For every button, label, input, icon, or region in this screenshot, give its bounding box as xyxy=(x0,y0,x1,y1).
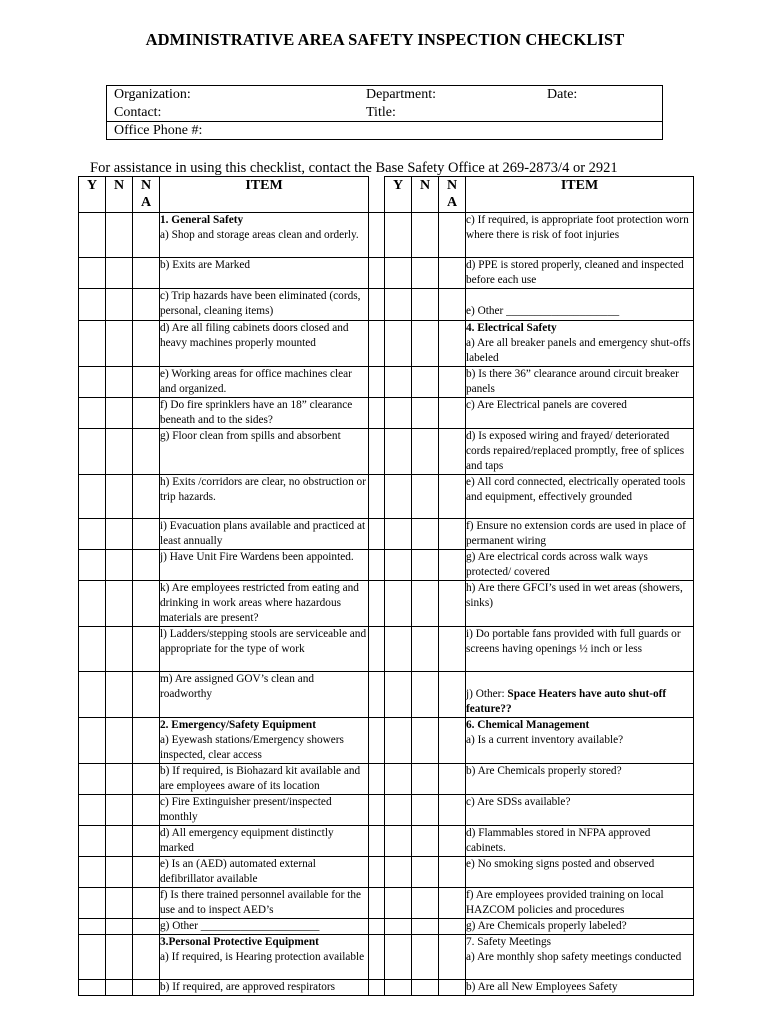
checkbox-na-left[interactable] xyxy=(133,764,160,795)
col-y-right: Y xyxy=(385,177,412,213)
column-spacer xyxy=(369,289,385,321)
checklist-item-right xyxy=(466,888,694,919)
checkbox-no-right[interactable] xyxy=(412,367,439,398)
checkbox-no-right[interactable] xyxy=(412,289,439,321)
checkbox-yes-right[interactable] xyxy=(385,519,412,550)
checkbox-yes-left[interactable] xyxy=(79,550,106,581)
checkbox-no-right[interactable] xyxy=(412,980,439,996)
checkbox-yes-right[interactable] xyxy=(385,581,412,627)
checkbox-no-left[interactable] xyxy=(106,919,133,935)
table-row xyxy=(79,367,694,398)
checkbox-na-left[interactable] xyxy=(133,258,160,289)
checklist-item-left xyxy=(160,321,369,367)
table-row xyxy=(79,550,694,581)
checklist-item-left xyxy=(160,429,369,475)
column-spacer xyxy=(369,672,385,718)
checklist-item-left xyxy=(160,980,369,996)
item-text: f) Are employees provided training on local HAZCOM policies and procedures xyxy=(466,889,664,916)
item-text: e) Is an (AED) automated external defibrillator available xyxy=(160,858,316,885)
checkbox-no-left[interactable] xyxy=(106,550,133,581)
col-spacer xyxy=(369,177,385,213)
checkbox-no-right[interactable] xyxy=(412,519,439,550)
checkbox-na-right[interactable] xyxy=(439,826,466,857)
col-n-left: N xyxy=(106,177,133,213)
checklist-item-right xyxy=(466,826,694,857)
checkbox-na-right[interactable] xyxy=(439,213,466,258)
column-spacer xyxy=(369,718,385,764)
checkbox-no-left[interactable] xyxy=(106,826,133,857)
table-row xyxy=(79,718,694,764)
item-text: b) Are all New Employees Safety xyxy=(466,981,618,993)
checkbox-yes-right[interactable] xyxy=(385,475,412,519)
section-heading: 3.Personal Protective Equipment xyxy=(160,936,319,948)
column-spacer xyxy=(369,213,385,258)
checkbox-na-right[interactable] xyxy=(439,519,466,550)
item-text: c) Are SDSs available? xyxy=(466,796,571,808)
checklist-item-left xyxy=(160,795,369,826)
checkbox-no-left[interactable] xyxy=(106,718,133,764)
item-text: a) Are all breaker panels and emergency shut-offs labeled xyxy=(466,337,691,364)
checkbox-na-right[interactable] xyxy=(439,581,466,627)
checklist-item-left xyxy=(160,581,369,627)
item-text: d) Are all filing cabinets doors closed and heavy machines properly mounted xyxy=(160,322,349,349)
checkbox-yes-left[interactable] xyxy=(79,795,106,826)
checklist-item-left xyxy=(160,888,369,919)
checklist-item-right xyxy=(466,795,694,826)
checklist-item-right xyxy=(466,581,694,627)
checklist-item-left xyxy=(160,935,369,980)
table-row xyxy=(79,857,694,888)
item-text: e) No smoking signs posted and observed xyxy=(466,858,655,870)
checkbox-no-right[interactable] xyxy=(412,627,439,672)
column-spacer xyxy=(369,764,385,795)
column-spacer xyxy=(369,429,385,475)
checkbox-na-right[interactable] xyxy=(439,258,466,289)
item-text: c) Fire Extinguisher present/inspected monthly xyxy=(160,796,332,823)
checkbox-na-right[interactable] xyxy=(439,550,466,581)
checkbox-no-right[interactable] xyxy=(412,550,439,581)
column-header-row xyxy=(79,177,694,213)
item-text: d) Is exposed wiring and frayed/ deteriorated cords repaired/replaced promptly, free of splices and taps xyxy=(466,430,685,472)
checkbox-yes-right[interactable] xyxy=(385,857,412,888)
item-text: e) Working areas for office machines clear and organized. xyxy=(160,368,352,395)
checkbox-no-left[interactable] xyxy=(106,935,133,980)
checkbox-no-right[interactable] xyxy=(412,258,439,289)
checkbox-no-right[interactable] xyxy=(412,475,439,519)
office-phone-label: Office Phone #: xyxy=(114,123,203,138)
table-row xyxy=(79,258,694,289)
checkbox-na-left[interactable] xyxy=(133,718,160,764)
item-bold-text: Space Heaters have auto shut-off feature?? xyxy=(466,688,667,715)
checkbox-yes-left[interactable] xyxy=(79,581,106,627)
checkbox-yes-left[interactable] xyxy=(79,980,106,996)
checkbox-na-right[interactable] xyxy=(439,857,466,888)
checkbox-na-left[interactable] xyxy=(133,321,160,367)
checkbox-yes-right[interactable] xyxy=(385,672,412,718)
table-row xyxy=(79,475,694,519)
item-text: j) Other: xyxy=(466,688,505,700)
checkbox-no-left[interactable] xyxy=(106,672,133,718)
checkbox-no-left[interactable] xyxy=(106,213,133,258)
checkbox-na-left[interactable] xyxy=(133,826,160,857)
checkbox-no-right[interactable] xyxy=(412,213,439,258)
checklist-item-left xyxy=(160,475,369,519)
checkbox-na-left[interactable] xyxy=(133,980,160,996)
checkbox-no-left[interactable] xyxy=(106,367,133,398)
item-text: l) Ladders/stepping stools are serviceable and appropriate for the type of work xyxy=(160,628,367,655)
table-row xyxy=(79,213,694,258)
col-item-right: ITEM xyxy=(466,177,694,213)
checkbox-no-left[interactable] xyxy=(106,980,133,996)
checkbox-na-left[interactable] xyxy=(133,935,160,980)
checkbox-no-right[interactable] xyxy=(412,718,439,764)
checkbox-na-right[interactable] xyxy=(439,289,466,321)
column-spacer xyxy=(369,550,385,581)
checkbox-na-right[interactable] xyxy=(439,398,466,429)
checkbox-na-left[interactable] xyxy=(133,888,160,919)
contact-label: Contact: xyxy=(114,105,162,120)
checkbox-yes-right[interactable] xyxy=(385,367,412,398)
checkbox-na-right[interactable] xyxy=(439,367,466,398)
item-text: g) Other _____________________ xyxy=(160,920,320,932)
checkbox-na-left[interactable] xyxy=(133,795,160,826)
item-text: a) Eyewash stations/Emergency showers inspected, clear access xyxy=(160,734,344,761)
checklist-table xyxy=(78,176,694,996)
checkbox-na-left[interactable] xyxy=(133,672,160,718)
checklist-item-right xyxy=(466,398,694,429)
column-spacer xyxy=(369,321,385,367)
checkbox-no-right[interactable] xyxy=(412,672,439,718)
checklist-item-right xyxy=(466,550,694,581)
item-text: e) Other ____________________ xyxy=(466,305,620,317)
checkbox-yes-left[interactable] xyxy=(79,826,106,857)
item-text: b) If required, are approved respirators xyxy=(160,981,336,993)
checkbox-yes-left[interactable] xyxy=(79,919,106,935)
checklist-item-right xyxy=(466,857,694,888)
checklist-item-left xyxy=(160,718,369,764)
checkbox-yes-right[interactable] xyxy=(385,795,412,826)
section-heading: 2. Emergency/Safety Equipment xyxy=(160,719,316,731)
checkbox-no-left[interactable] xyxy=(106,857,133,888)
checkbox-yes-left[interactable] xyxy=(79,429,106,475)
checklist-item-right xyxy=(466,519,694,550)
item-text: c) Are Electrical panels are covered xyxy=(466,399,627,411)
item-text: d) PPE is stored properly, cleaned and inspected before each use xyxy=(466,259,684,286)
item-text: k) Are employees restricted from eating and drinking in work areas where hazardous materials are present? xyxy=(160,582,359,624)
checkbox-na-left[interactable] xyxy=(133,475,160,519)
checklist-item-left xyxy=(160,857,369,888)
checkbox-no-left[interactable] xyxy=(106,475,133,519)
checkbox-na-left[interactable] xyxy=(133,581,160,627)
column-spacer xyxy=(369,367,385,398)
checkbox-no-left[interactable] xyxy=(106,888,133,919)
table-row xyxy=(79,581,694,627)
checklist-item-left xyxy=(160,550,369,581)
checkbox-yes-left[interactable] xyxy=(79,213,106,258)
item-text: a) Shop and storage areas clean and orderly. xyxy=(160,229,359,241)
checkbox-na-right[interactable] xyxy=(439,429,466,475)
checklist-item-left xyxy=(160,258,369,289)
checkbox-no-right[interactable] xyxy=(412,321,439,367)
checkbox-yes-left[interactable] xyxy=(79,289,106,321)
column-spacer xyxy=(369,795,385,826)
checklist-item-left xyxy=(160,826,369,857)
document-title: ADMINISTRATIVE AREA SAFETY INSPECTION CHECKLIST xyxy=(145,30,625,49)
table-row xyxy=(79,764,694,795)
column-spacer xyxy=(369,581,385,627)
header-row-2 xyxy=(107,104,662,122)
checkbox-na-right[interactable] xyxy=(439,475,466,519)
checklist-item-right xyxy=(466,289,694,321)
column-spacer xyxy=(369,857,385,888)
column-spacer xyxy=(369,935,385,980)
item-text: g) Floor clean from spills and absorbent xyxy=(160,430,341,442)
checkbox-na-left[interactable] xyxy=(133,289,160,321)
column-spacer xyxy=(369,888,385,919)
checkbox-yes-right[interactable] xyxy=(385,321,412,367)
title-label: Title: xyxy=(366,105,396,120)
table-row xyxy=(79,627,694,672)
checklist-item-left xyxy=(160,289,369,321)
item-text: b) Exits are Marked xyxy=(160,259,251,271)
item-text: f) Ensure no extension cords are used in place of permanent wiring xyxy=(466,520,686,547)
item-text: i) Evacuation plans available and practiced at least annually xyxy=(160,520,366,547)
checkbox-na-right[interactable] xyxy=(439,795,466,826)
checklist-item-left xyxy=(160,764,369,795)
checklist-item-left xyxy=(160,519,369,550)
checkbox-no-right[interactable] xyxy=(412,581,439,627)
checkbox-yes-left[interactable] xyxy=(79,672,106,718)
checkbox-yes-right[interactable] xyxy=(385,289,412,321)
checkbox-yes-right[interactable] xyxy=(385,718,412,764)
checkbox-na-right[interactable] xyxy=(439,718,466,764)
checkbox-no-left[interactable] xyxy=(106,581,133,627)
checkbox-no-right[interactable] xyxy=(412,398,439,429)
checkbox-no-right[interactable] xyxy=(412,826,439,857)
checkbox-na-right[interactable] xyxy=(439,764,466,795)
item-text: m) Are assigned GOV’s clean and roadworthy xyxy=(160,673,315,700)
table-row xyxy=(79,672,694,718)
table-row xyxy=(79,919,694,935)
col-item-left: ITEM xyxy=(160,177,369,213)
section-heading: 6. Chemical Management xyxy=(466,719,590,731)
checkbox-no-right[interactable] xyxy=(412,888,439,919)
checkbox-no-left[interactable] xyxy=(106,258,133,289)
checkbox-yes-right[interactable] xyxy=(385,980,412,996)
checkbox-no-right[interactable] xyxy=(412,429,439,475)
header-info-box xyxy=(106,85,663,140)
item-text: 7. Safety Meetings a) Are monthly shop safety meetings conducted xyxy=(466,936,682,963)
checklist-item-left xyxy=(160,627,369,672)
checkbox-na-right[interactable] xyxy=(439,919,466,935)
checkbox-no-right[interactable] xyxy=(412,764,439,795)
checkbox-no-left[interactable] xyxy=(106,627,133,672)
checkbox-yes-right[interactable] xyxy=(385,935,412,980)
checkbox-no-right[interactable] xyxy=(412,919,439,935)
checklist-item-right xyxy=(466,258,694,289)
column-spacer xyxy=(369,398,385,429)
checkbox-yes-right[interactable] xyxy=(385,398,412,429)
checkbox-yes-left[interactable] xyxy=(79,718,106,764)
checklist-item-right xyxy=(466,429,694,475)
checkbox-yes-left[interactable] xyxy=(79,321,106,367)
checkbox-na-left[interactable] xyxy=(133,398,160,429)
checkbox-yes-left[interactable] xyxy=(79,258,106,289)
item-text: b) Are Chemicals properly stored? xyxy=(466,765,622,777)
checkbox-no-left[interactable] xyxy=(106,289,133,321)
checklist-item-left xyxy=(160,367,369,398)
date-label: Date: xyxy=(547,87,578,102)
checkbox-yes-right[interactable] xyxy=(385,919,412,935)
item-text: g) Are Chemicals properly labeled? xyxy=(466,920,627,932)
checkbox-na-right[interactable] xyxy=(439,672,466,718)
header-row-3 xyxy=(107,122,662,140)
item-text: f) Do fire sprinklers have an 18” clearance beneath and to the sides? xyxy=(160,399,353,426)
checkbox-no-left[interactable] xyxy=(106,398,133,429)
checkbox-no-left[interactable] xyxy=(106,795,133,826)
item-text: c) If required, is appropriate foot protection worn where there is risk of foot injuries xyxy=(466,214,689,241)
checkbox-yes-right[interactable] xyxy=(385,258,412,289)
item-text: a) Is a current inventory available? xyxy=(466,734,624,746)
checkbox-na-right[interactable] xyxy=(439,888,466,919)
checkbox-no-left[interactable] xyxy=(106,519,133,550)
checkbox-yes-right[interactable] xyxy=(385,429,412,475)
checkbox-na-left[interactable] xyxy=(133,213,160,258)
checkbox-yes-left[interactable] xyxy=(79,857,106,888)
checkbox-yes-left[interactable] xyxy=(79,519,106,550)
item-text: i) Do portable fans provided with full guards or screens having openings ½ inch or less xyxy=(466,628,681,655)
table-row xyxy=(79,289,694,321)
table-row xyxy=(79,888,694,919)
table-row xyxy=(79,429,694,475)
column-spacer xyxy=(369,919,385,935)
checkbox-na-left[interactable] xyxy=(133,919,160,935)
col-na-left: N A xyxy=(133,177,160,213)
item-text: d) All emergency equipment distinctly marked xyxy=(160,827,334,854)
item-text: b) Is there 36” clearance around circuit breaker panels xyxy=(466,368,679,395)
header-row-1 xyxy=(107,86,662,104)
checklist-item-right xyxy=(466,367,694,398)
checkbox-no-right[interactable] xyxy=(412,857,439,888)
table-row xyxy=(79,935,694,980)
checkbox-na-left[interactable] xyxy=(133,627,160,672)
department-label: Department: xyxy=(366,87,436,102)
item-text: h) Are there GFCI’s used in wet areas (showers, sinks) xyxy=(466,582,683,609)
table-row xyxy=(79,826,694,857)
checkbox-na-left[interactable] xyxy=(133,550,160,581)
item-text: e) All cord connected, electrically operated tools and equipment, effectively grounded xyxy=(466,476,686,503)
checkbox-yes-left[interactable] xyxy=(79,764,106,795)
checklist-item-left xyxy=(160,672,369,718)
table-row xyxy=(79,321,694,367)
checkbox-na-right[interactable] xyxy=(439,627,466,672)
checkbox-yes-left[interactable] xyxy=(79,367,106,398)
assistance-note: For assistance in using this checklist, contact the Base Safety Office at 269-2873/4 or 2921 xyxy=(90,160,618,176)
checkbox-no-left[interactable] xyxy=(106,321,133,367)
checkbox-yes-right[interactable] xyxy=(385,627,412,672)
checklist-item-left xyxy=(160,919,369,935)
column-spacer xyxy=(369,826,385,857)
checkbox-yes-left[interactable] xyxy=(79,627,106,672)
table-row xyxy=(79,980,694,996)
organization-label: Organization: xyxy=(114,87,191,102)
checkbox-no-right[interactable] xyxy=(412,935,439,980)
checkbox-no-left[interactable] xyxy=(106,429,133,475)
checklist-item-right xyxy=(466,627,694,672)
checkbox-na-left[interactable] xyxy=(133,857,160,888)
col-na-right: N A xyxy=(439,177,466,213)
checkbox-no-left[interactable] xyxy=(106,764,133,795)
checkbox-yes-right[interactable] xyxy=(385,888,412,919)
checklist-item-left xyxy=(160,398,369,429)
checkbox-yes-left[interactable] xyxy=(79,935,106,980)
checklist-item-right xyxy=(466,980,694,996)
checklist-body xyxy=(79,213,694,996)
checkbox-na-left[interactable] xyxy=(133,429,160,475)
item-text: a) If required, is Hearing protection available xyxy=(160,951,365,963)
item-text: g) Are electrical cords across walk ways protected/ covered xyxy=(466,551,648,578)
checkbox-yes-left[interactable] xyxy=(79,398,106,429)
table-row xyxy=(79,398,694,429)
column-spacer xyxy=(369,519,385,550)
table-row xyxy=(79,795,694,826)
checkbox-na-left[interactable] xyxy=(133,519,160,550)
checkbox-yes-left[interactable] xyxy=(79,888,106,919)
item-text: h) Exits /corridors are clear, no obstruction or trip hazards. xyxy=(160,476,366,503)
section-heading: 1. General Safety xyxy=(160,214,244,226)
checklist-item-right xyxy=(466,475,694,519)
checkbox-na-right[interactable] xyxy=(439,980,466,996)
checkbox-yes-left[interactable] xyxy=(79,475,106,519)
item-text: b) If required, is Biohazard kit available and are employees aware of its location xyxy=(160,765,361,792)
item-text: j) Have Unit Fire Wardens been appointed. xyxy=(160,551,354,563)
column-spacer xyxy=(369,627,385,672)
checkbox-yes-right[interactable] xyxy=(385,550,412,581)
checklist-item-right xyxy=(466,718,694,764)
checklist-item-right xyxy=(466,764,694,795)
checkbox-na-left[interactable] xyxy=(133,367,160,398)
checkbox-yes-right[interactable] xyxy=(385,764,412,795)
checkbox-na-right[interactable] xyxy=(439,321,466,367)
col-y-left: Y xyxy=(79,177,106,213)
checklist-item-left xyxy=(160,213,369,258)
table-row xyxy=(79,519,694,550)
checklist-item-right xyxy=(466,935,694,980)
section-heading: 4. Electrical Safety xyxy=(466,322,557,334)
item-text: f) Is there trained personnel available for the use and to inspect AED’s xyxy=(160,889,362,916)
col-n-right: N xyxy=(412,177,439,213)
checklist-item-right xyxy=(466,321,694,367)
column-spacer xyxy=(369,980,385,996)
item-text: c) Trip hazards have been eliminated (cords, personal, cleaning items) xyxy=(160,290,361,317)
checkbox-no-right[interactable] xyxy=(412,795,439,826)
checklist-item-right xyxy=(466,213,694,258)
checkbox-yes-right[interactable] xyxy=(385,213,412,258)
column-spacer xyxy=(369,258,385,289)
item-text: d) Flammables stored in NFPA approved cabinets. xyxy=(466,827,651,854)
checklist-item-right xyxy=(466,919,694,935)
column-spacer xyxy=(369,475,385,519)
checkbox-na-right[interactable] xyxy=(439,935,466,980)
checkbox-yes-right[interactable] xyxy=(385,826,412,857)
checklist-item-right xyxy=(466,672,694,718)
